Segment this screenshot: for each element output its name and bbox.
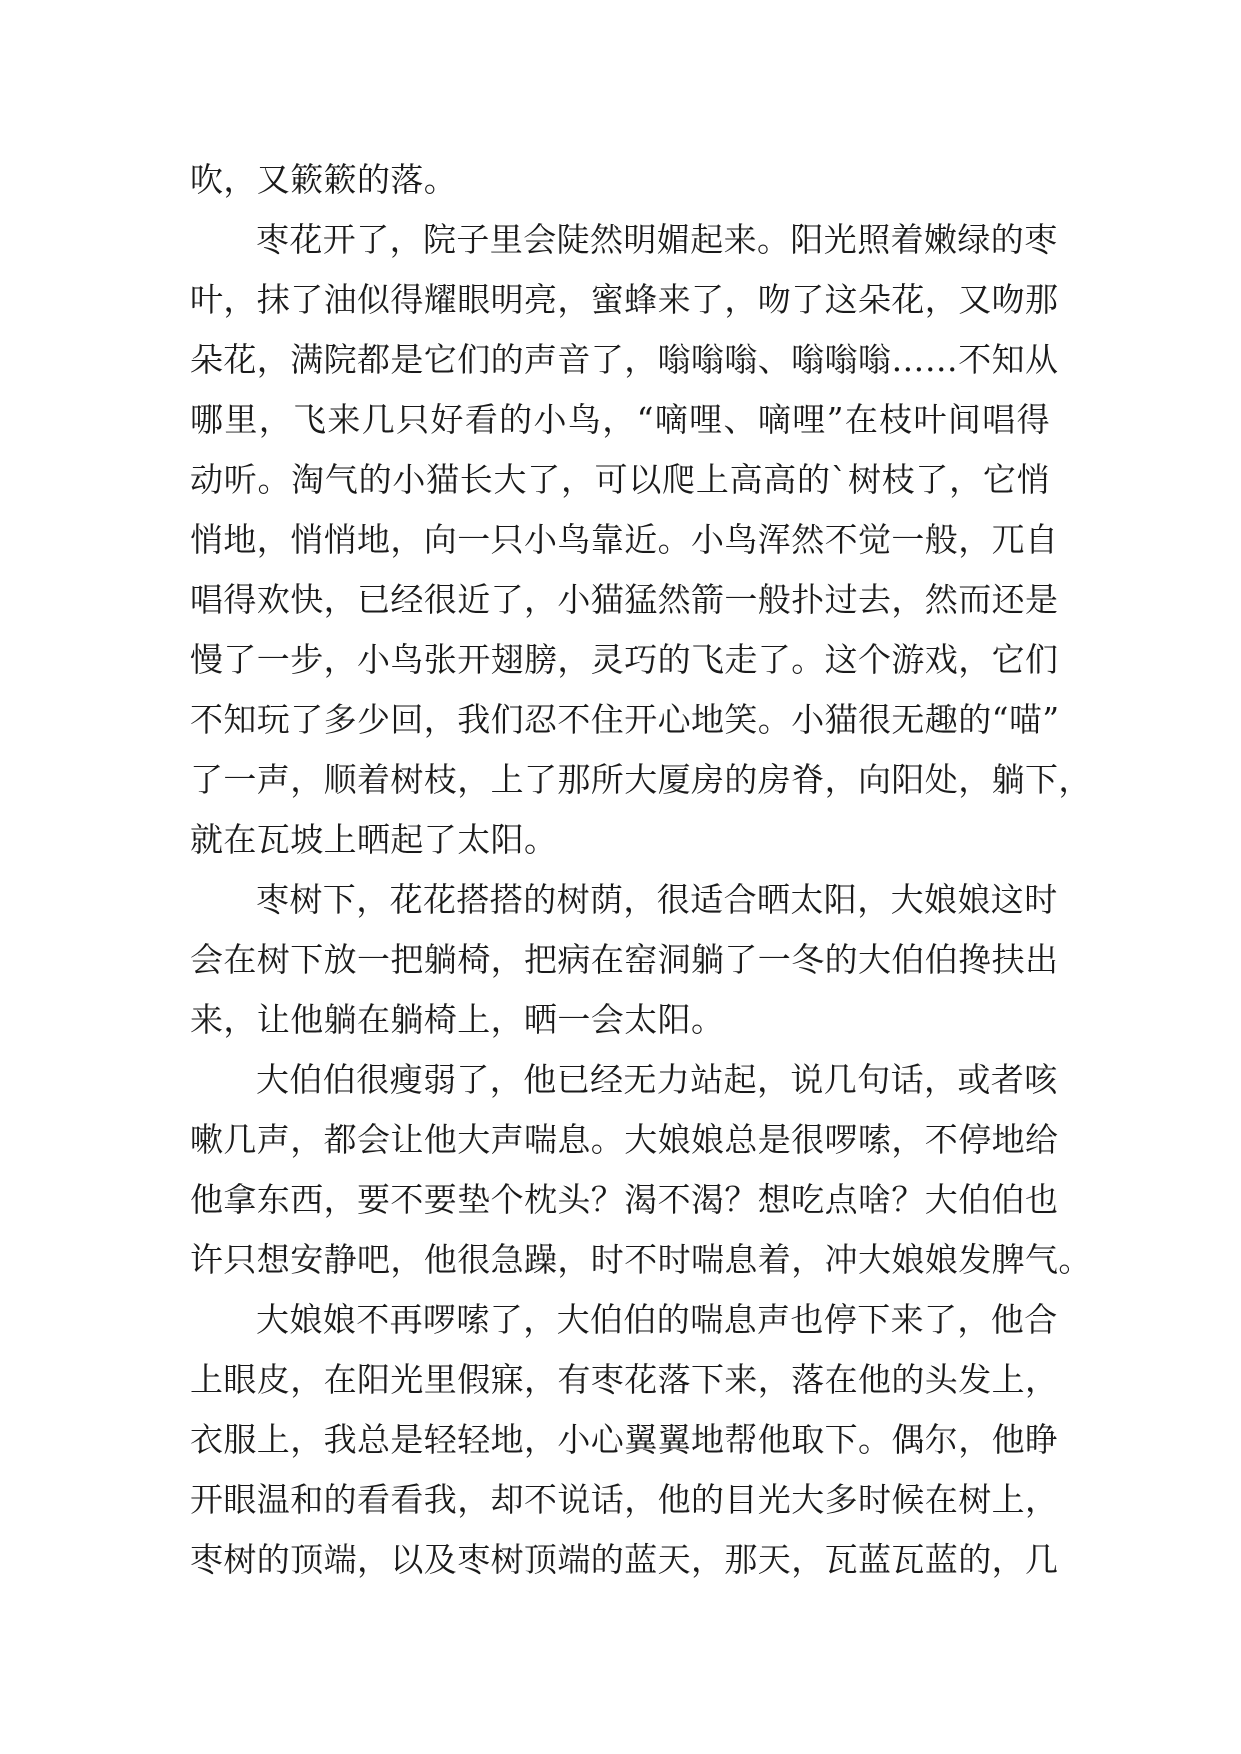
text-line: 来，让他躺在躺椅上，晒一会太阳。 [190,1000,725,1039]
text-line: 了一声，顺着树枝，上了那所大厦房的房脊，向阳处，躺下， [190,760,1092,799]
text-line: 就在瓦坡上晒起了太阳。 [190,820,558,859]
text-line: 大伯伯很瘦弱了，他已经无力站起，说几句话，或者咳 [256,1060,1058,1099]
text-line: 他拿东西，要不要垫个枕头？渴不渴？想吃点啥？大伯伯也 [190,1180,1059,1219]
text-line: 嗽几声，都会让他大声喘息。大娘娘总是很啰嗦，不停地给 [190,1120,1059,1159]
text-line: 枣树的顶端，以及枣树顶端的蓝天，那天，瓦蓝瓦蓝的，几 [190,1540,1059,1579]
text-line: 动听。淘气的小猫长大了，可以爬上高高的`树枝了，它悄 [190,460,1050,499]
text-line: 开眼温和的看看我，却不说话，他的目光大多时候在树上， [190,1480,1059,1519]
paragraph [190,1050,1092,1290]
text-line: 吹，又簌簌的落。 [190,160,458,199]
text-line: 朵花，满院都是它们的声音了，嗡嗡嗡、嗡嗡嗡……不知从 [190,340,1059,379]
paragraph [190,210,1092,870]
paragraph [190,1290,1059,1590]
text-line: 哪里，飞来几只好看的小鸟，“嘀哩、嘀哩”在枝叶间唱得 [190,400,1050,439]
paragraph [190,150,1050,210]
text-line: 大娘娘不再啰嗦了，大伯伯的喘息声也停下来了，他合 [256,1300,1058,1339]
text-line: 许只想安静吧，他很急躁，时不时喘息着，冲大娘娘发脾气。 [190,1240,1092,1279]
text-line: 叶，抹了油似得耀眼明亮，蜜蜂来了，吻了这朵花，又吻那 [190,280,1059,319]
text-line: 枣花开了，院子里会陡然明媚起来。阳光照着嫩绿的枣 [256,220,1058,259]
text-line: 枣树下，花花搭搭的树荫，很适合晒太阳，大娘娘这时 [256,880,1058,919]
text-line: 慢了一步，小鸟张开翅膀，灵巧的飞走了。这个游戏，它们 [190,640,1059,679]
paragraph [190,870,1059,1050]
body-text [190,150,1092,1590]
text-line: 上眼皮，在阳光里假寐，有枣花落下来，落在他的头发上， [190,1360,1059,1399]
text-line: 悄地，悄悄地，向一只小鸟靠近。小鸟浑然不觉一般，兀自 [190,520,1059,559]
text-line: 不知玩了多少回，我们忍不住开心地笑。小猫很无趣的“喵” [190,700,1060,739]
text-line: 衣服上，我总是轻轻地，小心翼翼地帮他取下。偶尔，他睁 [190,1420,1059,1459]
text-line: 唱得欢快，已经很近了，小猫猛然箭一般扑过去，然而还是 [190,580,1059,619]
text-line: 会在树下放一把躺椅，把病在窑洞躺了一冬的大伯伯搀扶出 [190,940,1059,979]
